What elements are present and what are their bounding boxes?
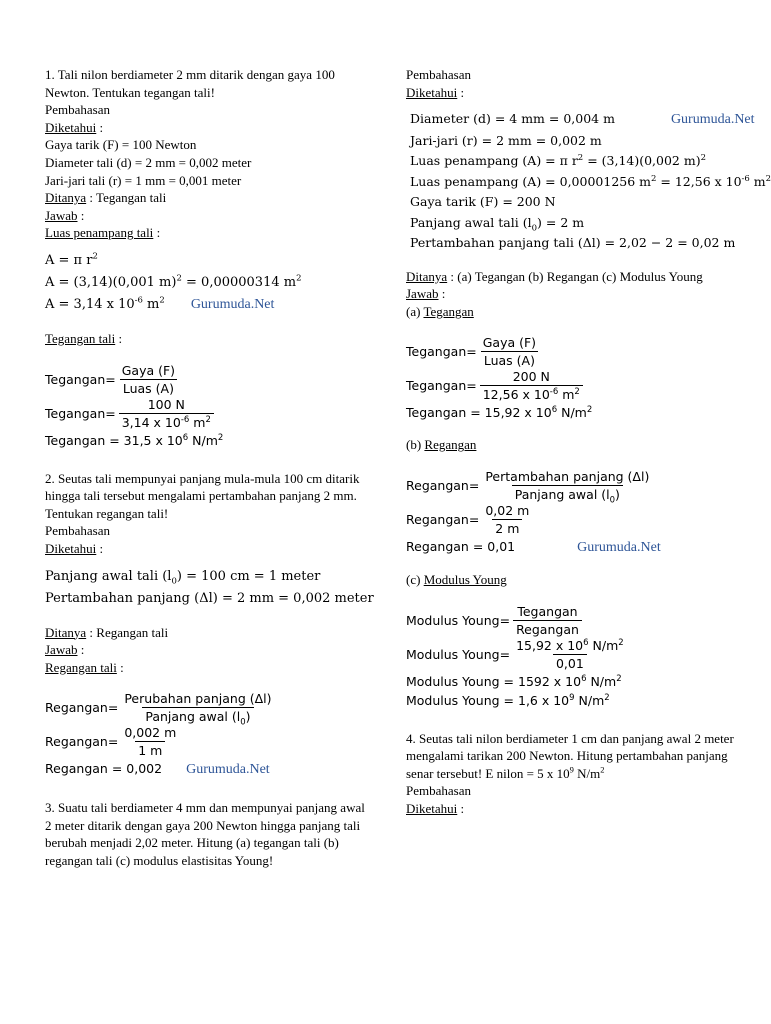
q3-part-a-heading: (a) Tegangan — [406, 303, 474, 319]
q1-pembahasan: Pembahasan — [45, 102, 110, 118]
q3-young-result-1: Modulus Young = 1592 x $10^6$ $N/m^2$ — [406, 673, 622, 689]
q4-question: 4. Seutas tali nilon berdiameter 1 cm dan panjang awal 2 meter mengalami tarikan 200 Newton. Hitung pertambahan panjang senar tersebut! E nilon = 5 x $10^9$ $N/m^2$ — [406, 730, 734, 781]
q3-known-luas-2: Luas penampang (A) = 0,00001256 $m^2 = 12,56$ x $10^{-6}$ $m^2$ — [410, 173, 771, 189]
q3-known-jari: Jari-jari (r) = 2 mm = 0,002 m — [410, 132, 602, 148]
q2-strain-eq-1: Regangan = $\frac{\text{Perubahan panjang (Δl)}}{Panjang awal (l_0)}$ — [45, 691, 272, 728]
q3-known-luas-1: Luas penampang (A) = π $r^2 = (3,14)(0,002$ m)$^2$ — [410, 153, 707, 169]
q2-known-0: Panjang awal tali $(l_0) = 100$ cm = 1 meter — [45, 568, 321, 587]
q1-luas-heading: Luas penampang tali : — [45, 225, 161, 241]
brand-watermark: Gurumuda.Net — [190, 296, 275, 312]
q3-young-eq-1: Modulus Young = $\frac{\text{Tegangan}}{\text{Regangan}}$ — [406, 604, 758, 637]
brand-watermark: Gurumuda.Net — [186, 762, 270, 778]
q2-regangan-heading: Regangan tali : — [45, 659, 124, 675]
q3-known-gaya: Gaya tarik (F) = 200 N — [410, 194, 556, 210]
q3-known-diameter: Diameter (d) = 4 mm = 0,004 m Gurumuda.Net — [410, 111, 755, 128]
q1-area-eq-2: A = (3,14)(0,001 m)$^2$ = 0,00000314 $m^2$ — [45, 273, 302, 290]
q1-area-eq-1: A = π $r^2$ — [45, 251, 98, 268]
q1-known-1: Diameter tali (d) = 2 mm = 0,002 meter — [45, 154, 252, 170]
q3-strain-eq-1: Regangan = $\frac{\text{Pertambahan panjang (Δl)}}{Panjang awal (l_0)}$ — [406, 469, 650, 506]
q3-young-result-2: Modulus Young = 1,6 x $10^9$ $N/m^2$ — [406, 692, 610, 708]
q3-pembahasan: Pembahasan — [406, 67, 471, 82]
q1-known-2: Jari-jari tali (r) = 1 mm = 0,001 meter — [45, 172, 242, 188]
q3-young-eq-2: Modulus Young = $\frac{15,92 x 10^6 N/m^2}{0,01}$ — [406, 637, 624, 671]
q2-strain-result: Regangan = 0,002 Gurumuda.Net — [45, 761, 270, 778]
q3-strain-result: Regangan = 0,01 Gurumuda.Net — [406, 539, 661, 556]
brand-watermark: Gurumuda.Net — [577, 540, 661, 556]
q1-area-eq-3: A = 3,14 x $10^{-6}$ $m^2$ Gurumuda.Net — [45, 295, 275, 312]
q2-diketahui-heading: Diketahui : — [45, 540, 104, 556]
q3-part-b-heading: (b) Regangan — [406, 437, 477, 453]
q3-part-c-heading: (c) Modulus Young — [406, 572, 507, 588]
q3-ditanya: Ditanya : (a) Tegangan (b) Regangan (c) Modulus Young — [406, 268, 703, 284]
q1-tegangan-heading: Tegangan tali : — [45, 330, 123, 346]
q3-jawab: Jawab : — [406, 286, 446, 302]
q2-strain-eq-2: Regangan = $\frac{0,002 m}{1 m}$ — [45, 725, 177, 759]
q3-known-panjang: Panjang awal tali $(l_0) = 2$ m — [410, 214, 585, 234]
q2-question: 2. Seutas tali mempunyai panjang mula-mula 100 cm ditarik hingga tali tersebut mengalami pertambahan panjang 2 mm. Tentukan regangan tali! — [45, 470, 360, 521]
left-column — [45, 66, 374, 870]
q3-diketahui-heading: Diketahui : — [406, 84, 465, 100]
q2-jawab: Jawab : — [45, 642, 85, 658]
q1-ditanya: Ditanya : Tegangan tali — [45, 190, 167, 206]
q3-stress-eq-2: Tegangan = $\frac{200 N}{12,56 x 10^{-6} m^2}$ — [406, 369, 758, 402]
q4-pembahasan: Pembahasan — [406, 783, 471, 799]
q1-stress-eq-1: Tegangan = $\frac{\text{Gaya (F)}}{\text{Luas (A)}}$ — [45, 362, 176, 396]
q2-known-1: Pertambahan panjang (Δl) = 2 mm = 0,002 meter — [45, 590, 374, 606]
q1-jawab: Jawab : — [45, 207, 85, 223]
q4-diketahui-heading: Diketahui : — [406, 801, 465, 817]
right-column — [406, 66, 771, 818]
q1-diketahui-heading: Diketahui : — [45, 119, 104, 135]
brand-watermark: Gurumuda.Net — [670, 112, 755, 128]
q2-ditanya: Ditanya : Regangan tali — [45, 624, 169, 640]
q3-strain-eq-2: Regangan = $\frac{0,02 m}{2 m}$ — [406, 503, 530, 537]
q3-question: 3. Suatu tali berdiameter 4 mm dan mempunyai panjang awal 2 meter ditarik dengan gaya 200 Newton hingga panjang tali berubah menjadi 2,02 meter. Hitung (a) tegangan tali (b) regangan tali (c) modulus elastisitas Young! — [45, 800, 365, 869]
q3-stress-eq-1: Tegangan = $\frac{\text{Gaya (F)}}{\text{Luas (A)}}$ — [406, 335, 537, 369]
q1-question: 1. Tali nilon berdiameter 2 mm ditarik dengan gaya 100 Newton. Tentukan tegangan tali! — [45, 67, 335, 100]
q3-known-tambah: Pertambahan panjang tali (Δl) = 2,02 − 2 = 0,02 m — [410, 235, 736, 251]
q1-stress-result: Tegangan = 31,5 x $10^6$ $N/m^2$ — [45, 432, 224, 448]
q1-stress-eq-2: Tegangan = $\frac{100 N}{3,14 x 10^{-6} m^2}$ — [45, 397, 365, 430]
q2-pembahasan: Pembahasan — [45, 523, 110, 539]
q3-stress-result: Tegangan = 15,92 x $10^6$ $N/m^2$ — [406, 405, 593, 421]
q1-known-0: Gaya tarik (F) = 100 Newton — [45, 137, 197, 153]
